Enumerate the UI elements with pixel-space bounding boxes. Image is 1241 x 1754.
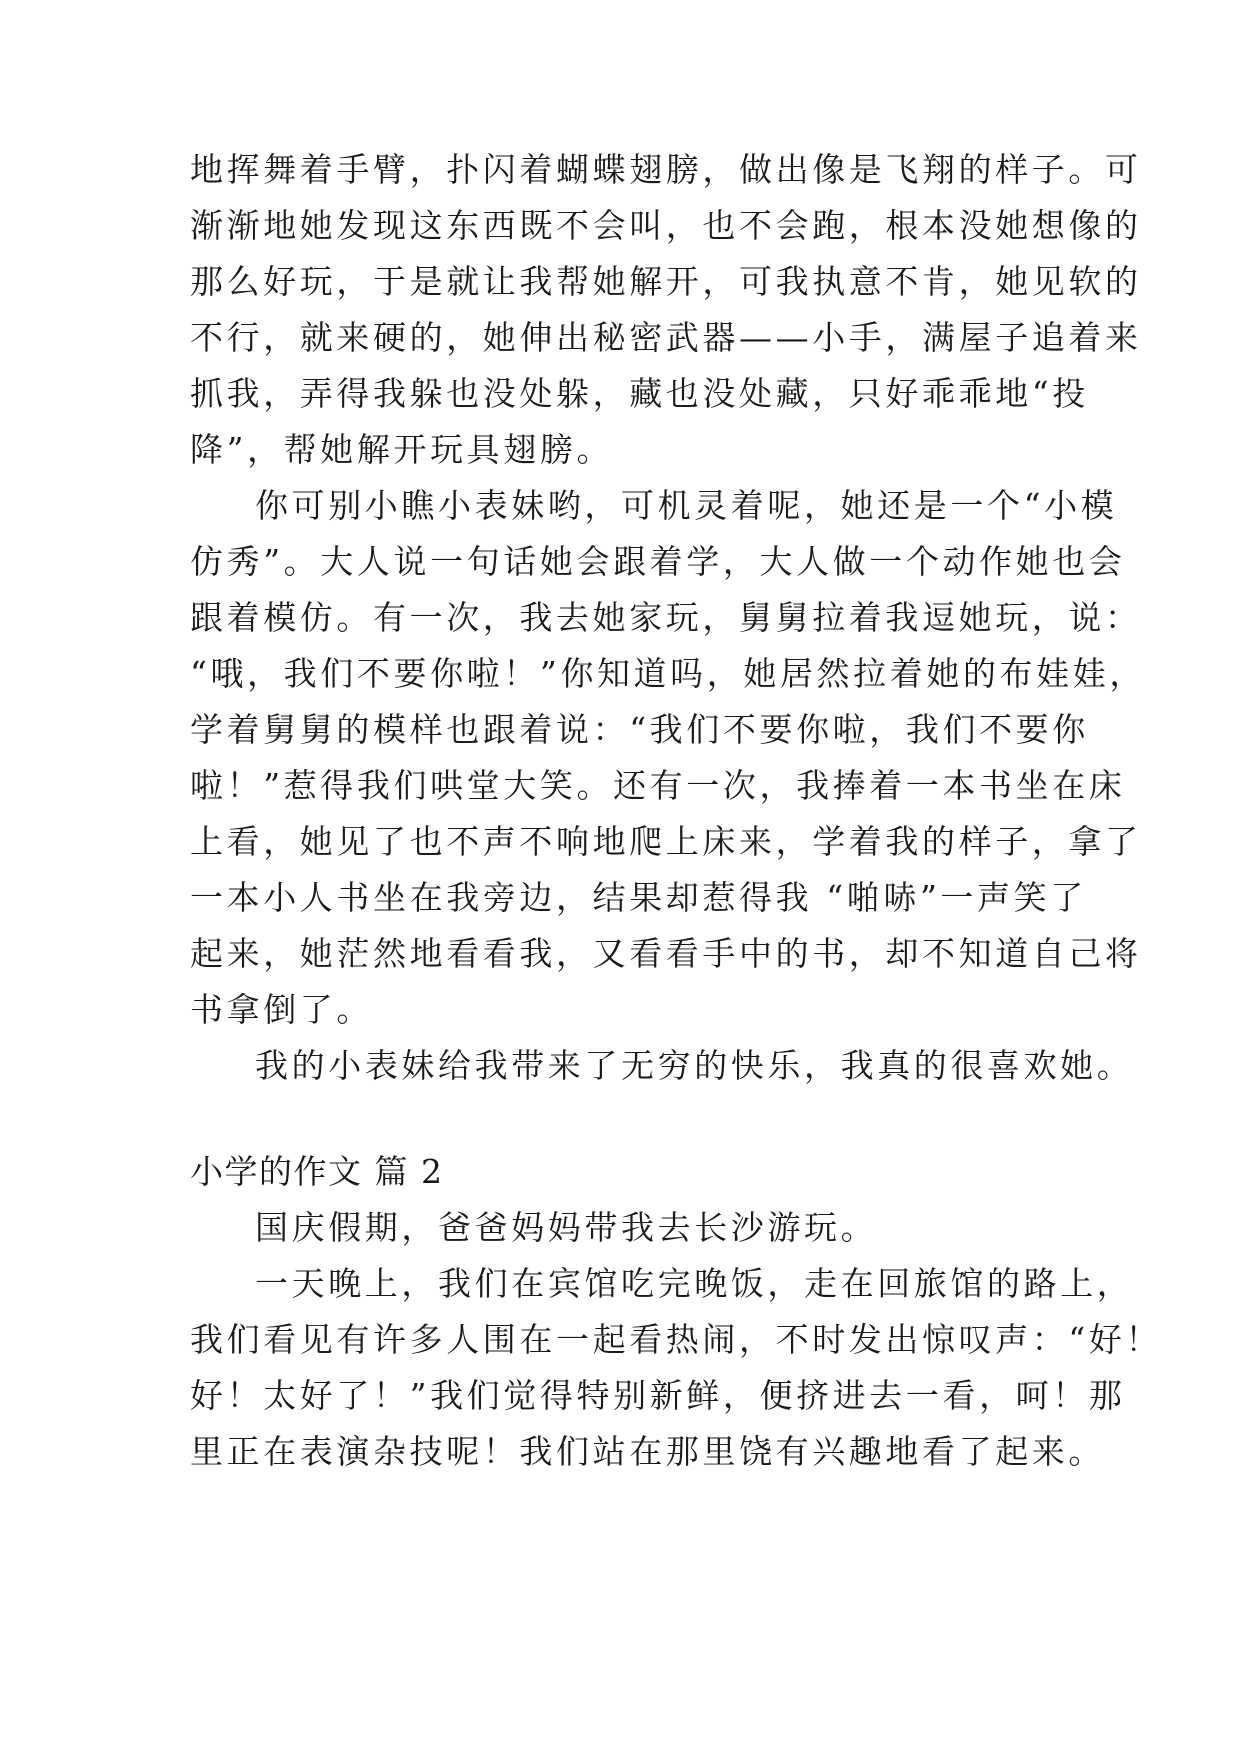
paragraph-line: 仿秀”。大人说一句话她会跟着学，大人做一个动作她也会 <box>190 542 1126 581</box>
paragraph-line: 啦！”惹得我们哄堂大笑。还有一次，我捧着一本书坐在床 <box>190 766 1126 805</box>
paragraph-line: 一本小人书坐在我旁边，结果却惹得我 “啪哧”一声笑了 <box>190 878 1087 917</box>
paragraph-line: 你可别小瞧小表妹哟，可机灵着呢，她还是一个“小模 <box>255 486 1118 525</box>
paragraph-line: 抓我，弄得我躲也没处躲，藏也没处藏，只好乖乖地“投 <box>190 374 1089 413</box>
paragraph-line: 我的小表妹给我带来了无穷的快乐，我真的很喜欢她。 <box>255 1046 1134 1085</box>
paragraph-line: 国庆假期，爸爸妈妈带我去长沙游玩。 <box>255 1208 878 1247</box>
paragraph-line: 上看，她见了也不声不响地爬上床来，学着我的样子，拿了 <box>190 822 1142 861</box>
paragraph-line: “哦，我们不要你啦！”你知道吗，她居然拉着她的布娃娃， <box>190 654 1146 693</box>
paragraph-line: 书拿倒了。 <box>190 990 373 1029</box>
paragraph-line: 跟着模仿。有一次，我去她家玩，舅舅拉着我逗她玩，说： <box>190 598 1142 637</box>
paragraph-line: 不行，就来硬的，她伸出秘密武器——小手，满屋子追着来 <box>190 318 1142 357</box>
paragraph-line: 渐渐地她发现这东西既不会叫，也不会跑，根本没她想像的 <box>190 206 1142 245</box>
paragraph-line: 起来，她茫然地看看我，又看看手中的书，却不知道自己将 <box>190 934 1142 973</box>
section-heading: 小学的作文 篇 2 <box>190 1152 444 1191</box>
paragraph-line: 地挥舞着手臂，扑闪着蝴蝶翅膀，做出像是飞翔的样子。可 <box>190 150 1142 189</box>
paragraph-line: 降”，帮她解开玩具翅膀。 <box>190 430 614 469</box>
paragraph-line: 学着舅舅的模样也跟着说：“我们不要你啦，我们不要你 <box>190 710 1089 749</box>
paragraph-line: 一天晚上，我们在宾馆吃完晚饭，走在回旅馆的路上， <box>255 1264 1134 1303</box>
paragraph-line: 那么好玩，于是就让我帮她解开，可我执意不肯，她见软的 <box>190 262 1142 301</box>
paragraph-line: 我们看见有许多人围在一起看热闹，不时发出惊叹声：“好！ <box>190 1320 1163 1359</box>
paragraph-line: 里正在表演杂技呢！我们站在那里饶有兴趣地看了起来。 <box>190 1432 1105 1471</box>
paragraph-line: 好！太好了！”我们觉得特别新鲜，便挤进去一看，呵！那 <box>190 1376 1126 1415</box>
